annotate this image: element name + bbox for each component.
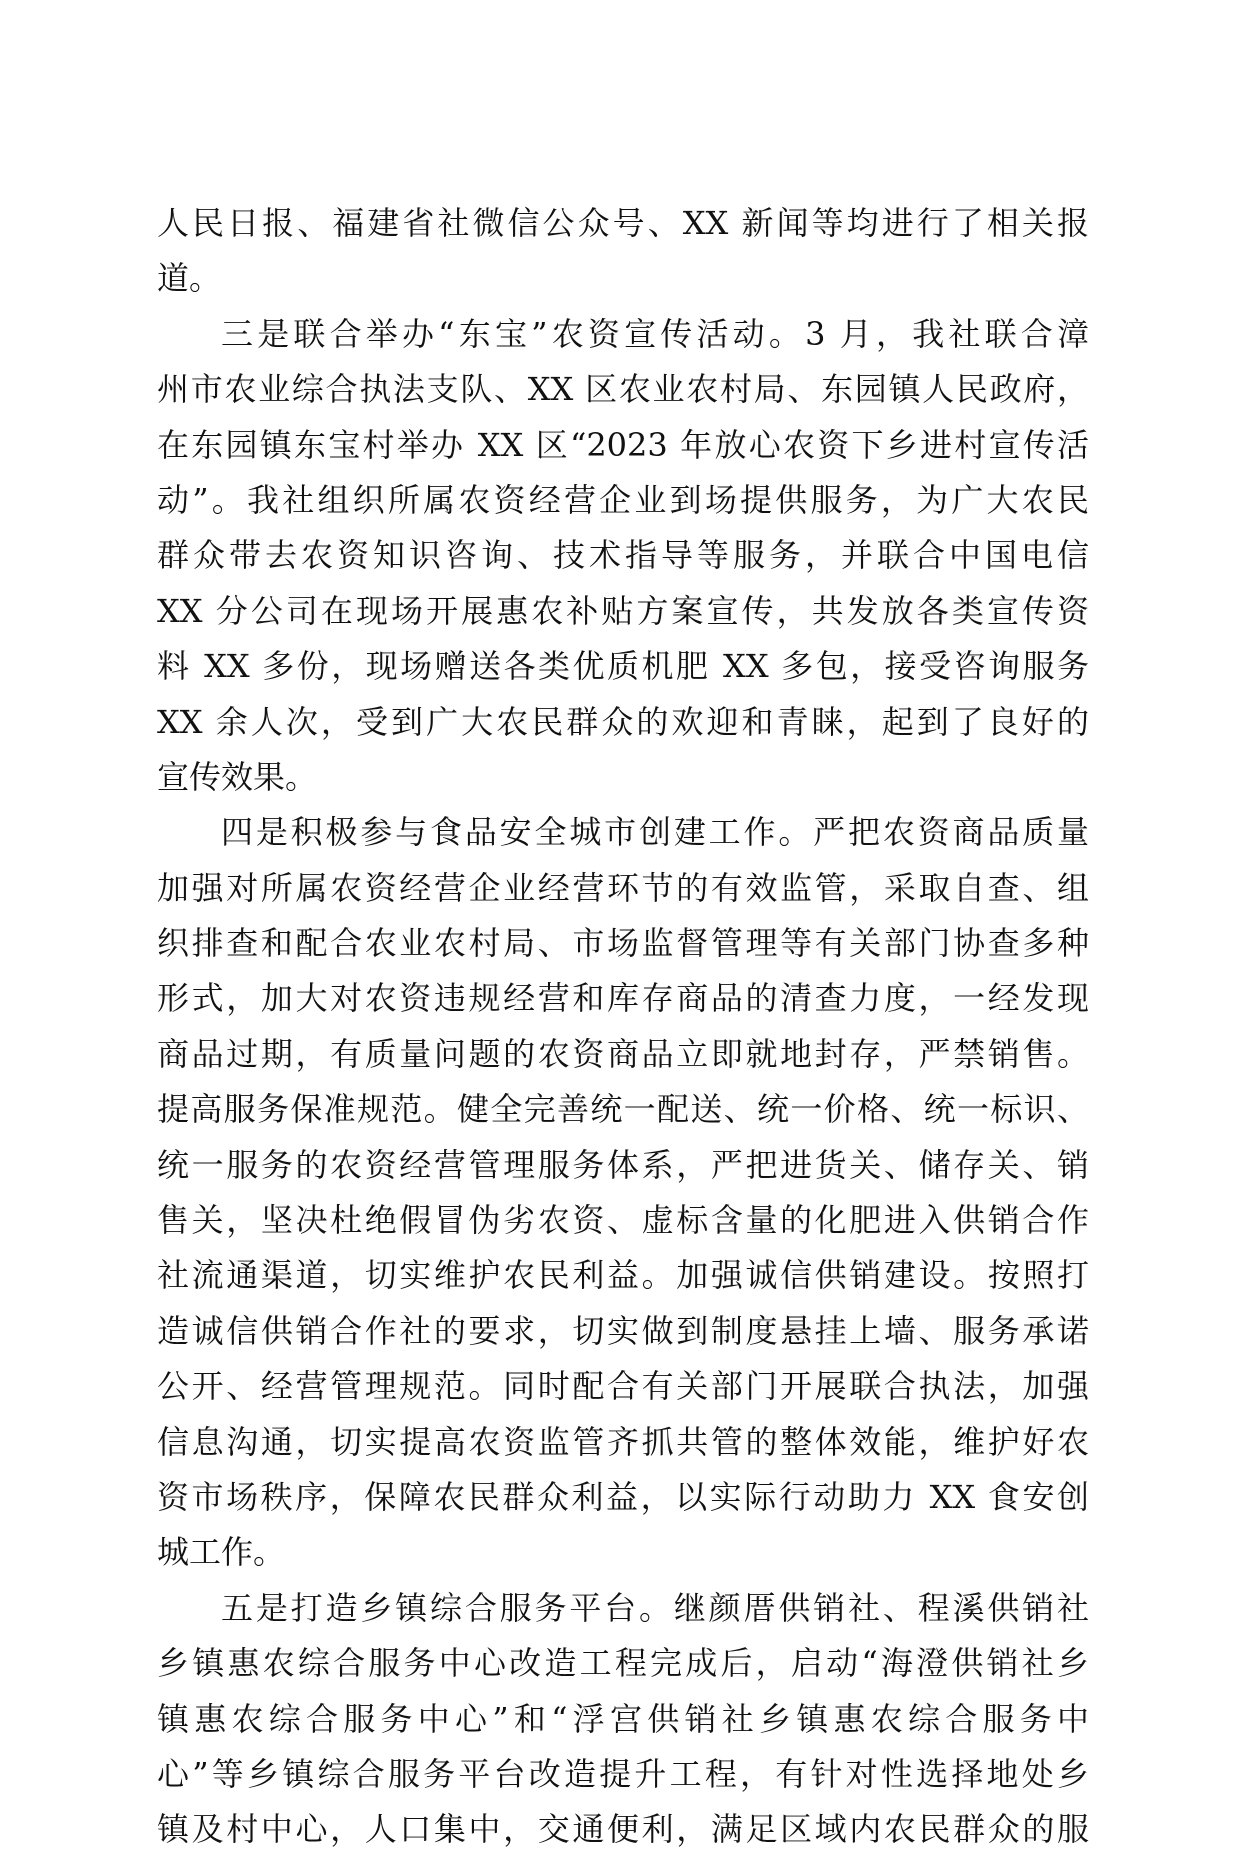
text-line: 织排查和配合农业农村局、市场监督管理等有关部门协查多种 bbox=[157, 924, 1089, 963]
text-line: 群众带去农资知识咨询、技术指导等服务，并联合中国电信 bbox=[157, 536, 1089, 575]
text-line: XX 分公司在现场开展惠农补贴方案宣传，共发放各类宣传资 bbox=[157, 591, 1089, 630]
text-line: XX 余人次，受到广大农民群众的欢迎和青睐，起到了良好的 bbox=[157, 702, 1089, 741]
text-line: 在东园镇东宝村举办 XX 区“2023 年放心农资下乡进村宣传活 bbox=[157, 425, 1089, 464]
text-line: 州市农业综合执法支队、XX 区农业农村局、东园镇人民政府， bbox=[157, 370, 1089, 409]
text-line: 加强对所属农资经营企业经营环节的有效监管，采取自查、组 bbox=[157, 868, 1089, 907]
paragraph bbox=[157, 1581, 1089, 1858]
text-line: 动”。我社组织所属农资经营企业到场提供服务，为广大农民 bbox=[157, 480, 1089, 519]
text-line: 城工作。 bbox=[157, 1533, 286, 1572]
paragraph bbox=[157, 196, 1089, 307]
document-body bbox=[157, 196, 1089, 1858]
text-line: 料 XX 多份，现场赠送各类优质机肥 XX 多包，接受咨询服务 bbox=[157, 647, 1089, 686]
text-line: 售关，坚决杜绝假冒伪劣农资、虚标含量的化肥进入供销合作 bbox=[157, 1201, 1089, 1240]
text-line: 人民日报、福建省社微信公众号、XX 新闻等均进行了相关报 bbox=[157, 204, 1089, 242]
text-line: 资市场秩序，保障农民群众利益，以实际行动助力 XX 食安创 bbox=[157, 1477, 1089, 1516]
text-line: 乡镇惠农综合服务中心改造工程完成后，启动“海澄供销社乡 bbox=[157, 1644, 1089, 1683]
text-line: 五是打造乡镇综合服务平台。继颜厝供销社、程溪供销社 bbox=[221, 1588, 1089, 1627]
text-line: 宣传效果。 bbox=[157, 757, 318, 796]
text-line: 镇惠农综合服务中心”和“浮宫供销社乡镇惠农综合服务中 bbox=[157, 1699, 1089, 1738]
text-line: 统一服务的农资经营管理服务体系，严把进货关、储存关、销 bbox=[157, 1145, 1089, 1184]
paragraph bbox=[157, 307, 1089, 806]
text-line: 商品过期，有质量问题的农资商品立即就地封存，严禁销售。 bbox=[157, 1034, 1089, 1073]
text-line: 道。 bbox=[157, 259, 222, 298]
text-line: 心”等乡镇综合服务平台改造提升工程，有针对性选择地处乡 bbox=[157, 1754, 1089, 1793]
text-line: 三是联合举办“东宝”农资宣传活动。3 月，我社联合漳 bbox=[221, 314, 1089, 353]
text-line: 社流通渠道，切实维护农民利益。加强诚信供销建设。按照打 bbox=[157, 1256, 1089, 1295]
paragraph bbox=[157, 805, 1089, 1580]
text-line: 镇及村中心，人口集中，交通便利，满足区域内农民群众的服 bbox=[157, 1810, 1089, 1849]
text-line: 提高服务保准规范。健全完善统一配送、统一价格、统一标识、 bbox=[157, 1090, 1089, 1129]
text-line: 信息沟通，切实提高农资监管齐抓共管的整体效能，维护好农 bbox=[157, 1422, 1089, 1461]
text-line: 公开、经营管理规范。同时配合有关部门开展联合执法，加强 bbox=[157, 1367, 1089, 1406]
text-line: 造诚信供销合作社的要求，切实做到制度悬挂上墙、服务承诺 bbox=[157, 1311, 1089, 1350]
text-line: 四是积极参与食品安全城市创建工作。严把农资商品质量 bbox=[221, 813, 1089, 852]
text-line: 形式，加大对农资违规经营和库存商品的清查力度，一经发现 bbox=[157, 979, 1089, 1018]
